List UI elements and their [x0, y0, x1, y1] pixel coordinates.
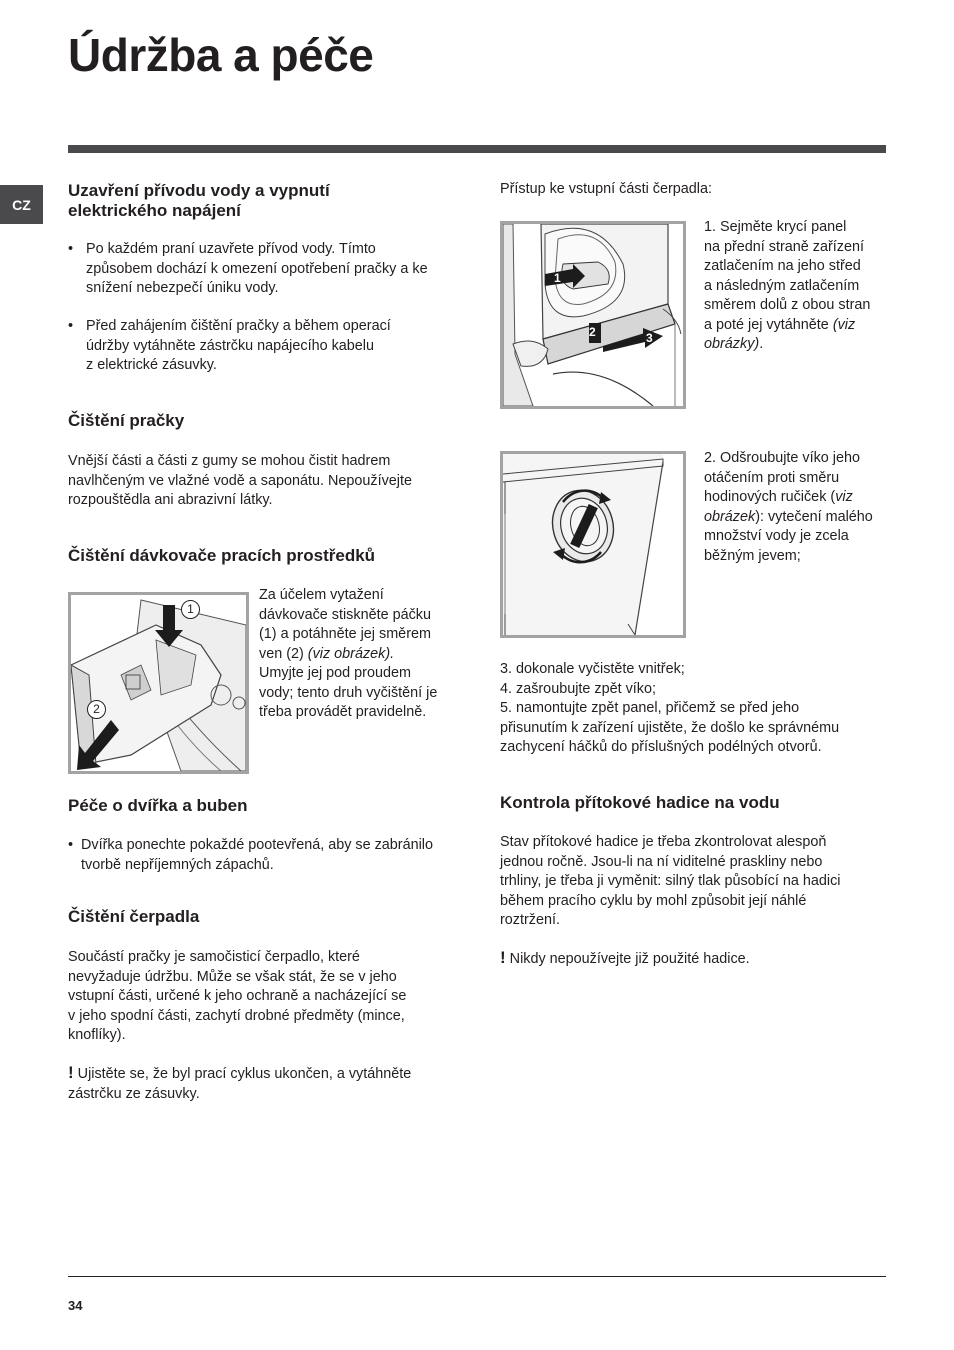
text-line: Za účelem vytažení [259, 587, 384, 603]
warning-icon: ! [500, 948, 506, 967]
dispenser-figure [68, 592, 249, 774]
text-line: dávkovače stiskněte páčku [259, 606, 431, 623]
bullet-text [86, 240, 428, 299]
see-figure-note: obrázek [704, 508, 756, 525]
see-figure-note: (viz [832, 316, 856, 333]
text-line [704, 508, 889, 528]
text-line [259, 645, 464, 665]
text-line: vody; tento druh vyčištění je [259, 684, 438, 701]
text-line: Umyjte jej pod proudem [259, 665, 411, 681]
text-line: 3. dokonale vyčistěte vnitřek; [500, 661, 685, 677]
dispenser-drawer-illustration [71, 595, 246, 771]
text-span: a poté jej vytáhněte [704, 316, 833, 333]
text-span: ): vytečení malého [755, 508, 873, 525]
text-line: nevyžaduje údržbu. Může se však stát, že se v jeho [68, 968, 397, 985]
bullet-dot: • [68, 241, 74, 257]
step-label-3: 3 [646, 331, 653, 345]
text-line: Součástí pračky je samočisticí čerpadlo, které [68, 949, 360, 965]
bullet-text [81, 836, 433, 875]
heading-line: Uzavření přívodu vody a vypnutí [68, 181, 330, 200]
callout-lever: 1 [181, 600, 200, 619]
pump-access-intro: Přístup ke vstupní části čerpadla: [500, 181, 712, 197]
text-line: způsobem dochází k omezení opotřebení pračky a ke [86, 260, 428, 277]
page-number: 34 [68, 1298, 83, 1313]
bullet-text [86, 317, 391, 376]
text-line: Dvířka ponechte pokaždé pootevřená, aby se zabránilo [81, 837, 433, 853]
text-span: hodinových ručiček ( [704, 489, 836, 505]
paragraph-hose [500, 833, 886, 931]
text-line: roztržení. [500, 912, 560, 928]
see-figure-note: viz [835, 489, 853, 505]
title-rule [68, 145, 886, 153]
text-line: třeba provádět pravidelně. [259, 704, 427, 720]
heading-door: Péče o dvířka a buben [68, 796, 248, 815]
pump-cap-figure [500, 451, 686, 638]
bullet-unplug [68, 317, 468, 377]
text-line: Po každém praní uzavřete přívod vody. Tímto [86, 241, 376, 257]
see-figure-note: (viz obrázek). [307, 645, 395, 662]
warning-hose [500, 948, 886, 970]
text-line: během pracího cyklu by mohl způsobit její náhlé [500, 892, 807, 909]
bullet-dot: • [68, 837, 74, 853]
warning-text: Ujistěte se, že byl prací cyklus ukončen, a vytáhněte [73, 1066, 412, 1082]
text-line: údržby vytáhněte zástrčku napájecího kabelu [86, 337, 374, 354]
text-line: na přední straně zařízení [704, 238, 864, 255]
bullet-door [68, 836, 468, 878]
bullet-dot: • [68, 318, 74, 334]
text-line [704, 316, 884, 336]
text-line: 1. Sejměte krycí panel [704, 219, 847, 235]
steps-3-to-5 [500, 660, 886, 758]
paragraph-dispenser [259, 586, 464, 723]
text-line: běžným jevem; [704, 547, 801, 564]
text-line: tvorbě nepříjemných zápachů. [81, 856, 274, 873]
text-line: 4. zašroubujte zpět víko; [500, 680, 656, 697]
text-line [704, 335, 884, 355]
step-label-1: 1 [554, 271, 561, 285]
text-line: zatlačením na jeho střed [704, 258, 861, 274]
paragraph-cleaning [68, 452, 468, 511]
pump-cap-illustration [503, 454, 683, 635]
text-line: směrem dolů z obou stran [704, 297, 871, 313]
text-line: zachycení háčků do příslušných podélných otvorů. [500, 739, 822, 755]
warning-icon: ! [68, 1063, 74, 1082]
paragraph-step1 [704, 218, 884, 355]
heading-dispenser: Čištění dávkovače pracích prostředků [68, 546, 376, 565]
heading-water-power [68, 181, 330, 221]
text-span: ven (2) [259, 645, 308, 662]
language-tab: CZ [0, 185, 43, 224]
text-span: . [759, 336, 764, 352]
warning-text: Nikdy nepoužívejte již použité hadice. [505, 951, 750, 967]
panel-removal-illustration [503, 224, 683, 406]
footer-rule [68, 1276, 886, 1277]
text-line: trhliny, je třeba ji vyměnit: silný tlak působící na hadici [500, 873, 841, 889]
callout-pull: 2 [87, 700, 106, 719]
heading-pump: Čištění čerpadla [68, 907, 200, 926]
text-line: zástrčku ze zásuvky. [68, 1085, 200, 1102]
panel-removal-figure [500, 221, 686, 409]
text-line: jednou ročně. Jsou-li na ní viditelné praskliny nebo [500, 853, 823, 870]
text-line: z elektrické zásuvky. [86, 357, 217, 373]
heading-line: elektrického napájení [68, 201, 241, 220]
text-line: přisunutím k zařízení ujistěte, že došlo ke správnému [500, 719, 840, 736]
text-line: Stav přítokové hadice je třeba zkontrolovat alespoň [500, 834, 827, 850]
paragraph-step2 [704, 449, 889, 566]
text-line: navlhčeným ve vlažné vodě a saponátu. Nepoužívejte [68, 472, 412, 489]
paragraph-pump [68, 948, 468, 1046]
text-line: 2. Odšroubujte víko jeho [704, 450, 860, 466]
text-line: množství vody je zcela [704, 528, 849, 544]
see-figure-note: obrázky) [704, 336, 760, 352]
text-line: 5. namontujte zpět panel, přičemž se před jeho [500, 700, 800, 716]
text-line: v jeho spodní části, zachytí drobné předměty (mince, [68, 1007, 405, 1024]
text-line: otáčením proti směru [704, 469, 840, 486]
heading-hose: Kontrola přítokové hadice na vodu [500, 793, 780, 812]
text-line: vstupní části, určené k jeho ochraně a nacházející se [68, 988, 407, 1004]
text-line [704, 488, 889, 508]
text-line: (1) a potáhněte jej směrem [259, 626, 431, 642]
heading-cleaning: Čištění pračky [68, 411, 185, 430]
text-line: knoflíky). [68, 1027, 126, 1043]
text-line: Před zahájením čištění pračky a během operací [86, 318, 391, 334]
text-line [68, 1063, 468, 1085]
page-title: Údržba a péče [68, 29, 374, 81]
bullet-close-water [68, 240, 468, 300]
text-line: Vnější části a části z gumy se mohou čistit hadrem [68, 453, 391, 469]
warning-pump [68, 1063, 468, 1104]
step-label-2: 2 [589, 325, 596, 339]
text-line: snížení nebezpečí úniku vody. [86, 280, 279, 296]
text-line: rozpouštědla ani abrazivní látky. [68, 492, 273, 508]
text-line: a následným zatlačením [704, 277, 860, 294]
